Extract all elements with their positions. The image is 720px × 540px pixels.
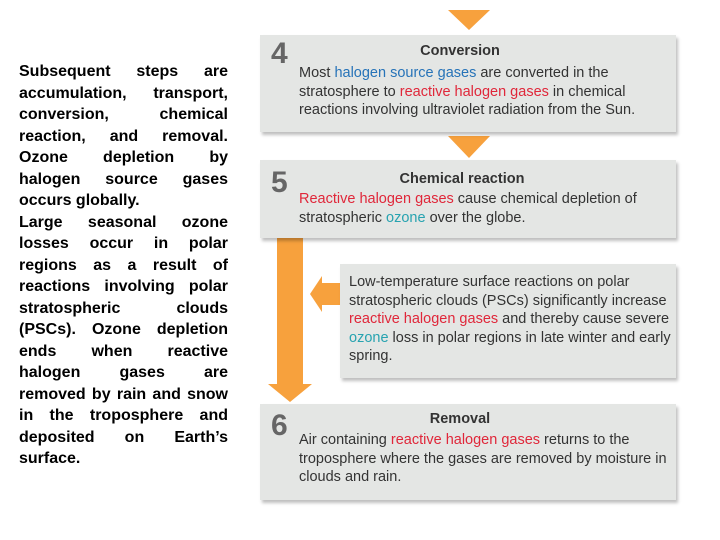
conversion-body: Most halogen source gases are converted in the stratosphere to reactive halogen gases in chemical reactions involving ultraviolet radiation from the Sun.: [299, 65, 636, 118]
reactive-halogen-gases-term: reactive halogen gases: [399, 83, 549, 100]
arrow-reaction-to-removal-head: [268, 384, 312, 402]
step-number-6: 6: [271, 409, 288, 442]
chemical-reaction-body: Reactive halogen gases cause chemical depletion of stratospheric ozone over the globe.: [299, 191, 637, 226]
ozone-term: ozone: [386, 209, 426, 226]
arrow-reaction-to-removal-shaft: [277, 213, 303, 386]
reactive-halogen-gases-term: reactive halogen gases: [390, 432, 541, 448]
halogen-source-gases-term: halogen source gases: [334, 65, 477, 81]
chemical-reaction-box: [260, 160, 676, 238]
arrow-conversion-to-reaction: [448, 136, 490, 158]
summary-paragraph-1: Subsequent steps are accumulation, transport, conversion, chemical reaction, and removal. Ozone depletion by halogen source gases occurs globally.: [19, 63, 228, 209]
arrow-polar-head: [310, 276, 322, 312]
ozone-term: ozone: [349, 329, 389, 346]
step-number-4: 4: [271, 37, 288, 70]
conversion-box: [260, 35, 676, 132]
conversion-title: Conversion: [420, 43, 500, 59]
reactive-halogen-gases-term: Reactive halogen gases: [299, 191, 454, 207]
polar-reactions-body: Low-temperature surface reactions on polar stratospheric clouds (PSCs) significantly increase reactive halogen gases and thereby cause severe ozone loss in polar regions in late winter and early spring.: [349, 274, 671, 364]
step-number-5: 5: [271, 166, 288, 199]
polar-reactions-box: [340, 264, 676, 378]
removal-title: Removal: [429, 411, 491, 427]
arrow-into-conversion: [448, 10, 490, 30]
chemical-reaction-title: Chemical reaction: [399, 171, 525, 187]
removal-box: [260, 404, 676, 500]
summary-paragraph-2: Large seasonal ozone losses occur in polar regions as a result of reactions involving polar stratospheric clouds (PSCs). Ozone depletion ends when reactive halogen gases are removed by rain and snow in the troposphere and deposited on Earth’s surface.: [19, 213, 228, 467]
arrow-polar-shaft: [320, 283, 342, 305]
reactive-halogen-gases-term: reactive halogen gases: [349, 311, 499, 327]
removal-body: Air containing reactive halogen gases returns to the troposphere where the gases are removed by moisture in clouds and rain.: [299, 432, 667, 485]
